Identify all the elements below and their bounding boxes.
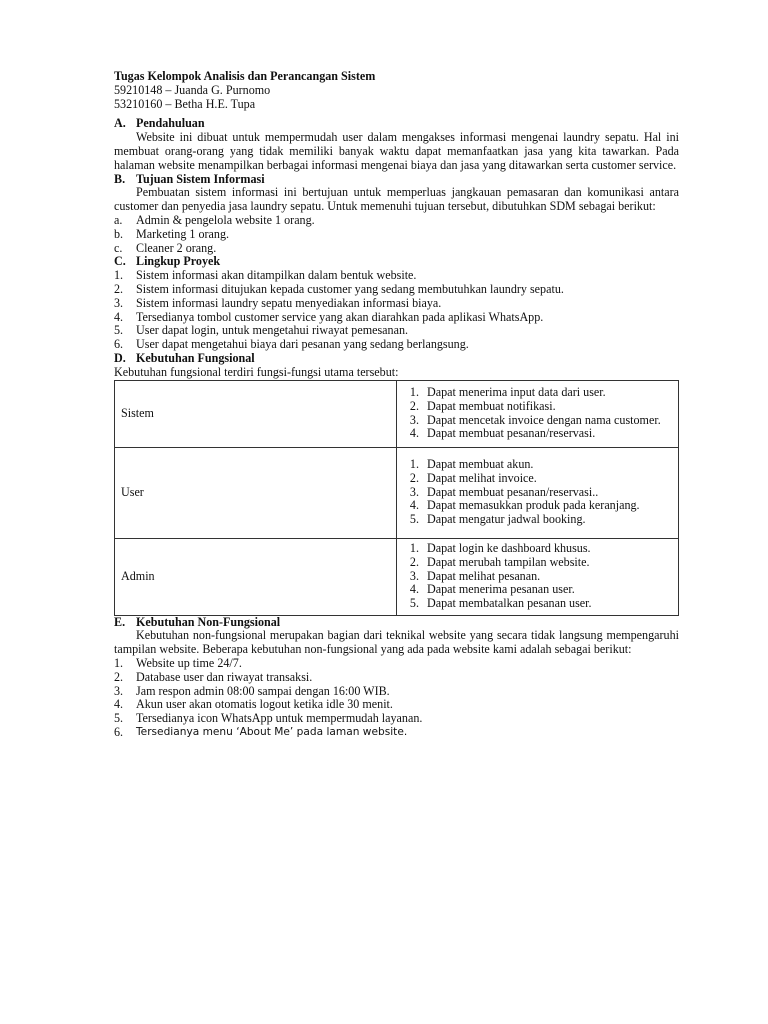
list-marker: 5. xyxy=(409,512,419,527)
section-title: Pendahuluan xyxy=(136,116,205,131)
requirements-cell xyxy=(397,447,679,538)
list-item xyxy=(403,400,670,414)
list-text: Dapat memasukkan produk pada keranjang. xyxy=(427,498,640,513)
list-item xyxy=(114,685,679,699)
list-text: Dapat membuat akun. xyxy=(427,457,534,472)
list-text: Sistem informasi akan ditampilkan dalam bentuk website. xyxy=(136,268,417,283)
document-title: Tugas Kelompok Analisis dan Perancangan Sistem xyxy=(114,69,376,83)
list-marker: 3. xyxy=(409,412,419,427)
section-letter: E. xyxy=(114,614,126,629)
table-row xyxy=(115,447,679,538)
list-marker: 3. xyxy=(114,683,124,698)
list-item xyxy=(114,214,679,228)
list-text: Admin & pengelola website 1 orang. xyxy=(136,212,315,227)
section-title: Kebutuhan Non-Fungsional xyxy=(136,614,281,629)
list-item xyxy=(403,556,670,570)
list-marker: b. xyxy=(114,226,124,241)
list-item xyxy=(114,242,679,256)
list-text: Website up time 24/7. xyxy=(136,655,242,670)
section-title: Kebutuhan Fungsional xyxy=(136,350,255,365)
list-item xyxy=(114,338,679,352)
list-marker: a. xyxy=(114,212,123,227)
list-item xyxy=(403,583,670,597)
list-item xyxy=(403,486,670,500)
list-marker: 5. xyxy=(114,323,124,338)
list-text: Dapat membatalkan pesanan user. xyxy=(427,596,592,611)
list-text: Sistem informasi laundry sepatu menyediakan informasi biaya. xyxy=(136,295,442,310)
list-text: Cleaner 2 orang. xyxy=(136,240,217,255)
list-text: Dapat membuat pesanan/reservasi. xyxy=(427,426,596,441)
section-c-heading xyxy=(114,255,679,269)
list-item xyxy=(403,499,670,513)
section-d-intro: Kebutuhan fungsional terdiri fungsi-fungsi utama tersebut: xyxy=(114,364,399,379)
section-a-paragraph: Website ini dibuat untuk mempermudah user dalam mengakses informasi mengenai laundry sepatu. Hal ini membuat orang-orang yang tidak memiliki banyak waktu dapat memanfaatkan jasa yang kita tawarkan. Pada halaman website menampilkan berbagai informasi mengenai biaya dan jasa yang ditawarkan serta customer service. xyxy=(114,130,679,172)
list-text: Marketing 1 orang. xyxy=(136,226,230,241)
section-c-list xyxy=(114,269,679,352)
actor-cell: Admin xyxy=(115,538,397,615)
list-text: Dapat menerima pesanan user. xyxy=(427,582,575,597)
list-marker: 2. xyxy=(114,281,124,296)
list-marker: 6. xyxy=(114,724,124,739)
list-marker: 2. xyxy=(409,470,419,485)
section-e-list xyxy=(114,657,679,740)
list-item xyxy=(114,228,679,242)
section-a-heading xyxy=(114,117,679,131)
list-marker: 1. xyxy=(409,541,419,556)
list-item xyxy=(114,311,679,325)
section-letter: A. xyxy=(114,116,126,131)
list-text: Dapat login ke dashboard khusus. xyxy=(427,541,591,556)
list-item xyxy=(403,472,670,486)
list-marker: 1. xyxy=(114,655,124,670)
section-letter: B. xyxy=(114,171,126,186)
actor-cell: Sistem xyxy=(115,380,397,447)
list-item xyxy=(114,712,679,726)
table-row xyxy=(115,538,679,615)
list-item xyxy=(114,726,679,740)
list-item xyxy=(403,570,670,584)
list-item xyxy=(114,657,679,671)
list-marker: 4. xyxy=(114,697,124,712)
list-marker: 2. xyxy=(409,554,419,569)
list-text: Sistem informasi ditujukan kepada customer yang sedang membutuhkan laundry sepatu. xyxy=(136,281,564,296)
list-text: Database user dan riwayat transaksi. xyxy=(136,669,313,684)
list-marker: c. xyxy=(114,240,123,255)
list-item xyxy=(114,283,679,297)
section-e-paragraph: Kebutuhan non-fungsional merupakan bagian dari teknikal website yang secara tidak langsung mempengaruhi tampilan website. Beberapa kebutuhan non-fungsional yang ada pada website kami adalah sebagai berikut: xyxy=(114,628,679,657)
member-line-2: 53210160 – Betha H.E. Tupa xyxy=(114,96,256,111)
list-marker: 5. xyxy=(114,711,124,726)
list-marker: 4. xyxy=(409,426,419,441)
list-marker: 3. xyxy=(114,295,124,310)
list-text: Akun user akan otomatis logout ketika idle 30 menit. xyxy=(136,697,393,712)
list-text: Dapat mencetak invoice dengan nama customer. xyxy=(427,412,661,427)
list-marker: 4. xyxy=(409,498,419,513)
list-marker: 2. xyxy=(114,669,124,684)
list-item xyxy=(114,269,679,283)
list-text: Dapat melihat pesanan. xyxy=(427,568,541,583)
list-marker: 2. xyxy=(409,398,419,413)
list-text: Tersedianya menu ‘About Me’ pada laman website. xyxy=(136,725,408,738)
document-page xyxy=(114,70,679,740)
actor-cell: User xyxy=(115,447,397,538)
section-letter: C. xyxy=(114,254,126,269)
section-letter: D. xyxy=(114,350,126,365)
list-item xyxy=(114,698,679,712)
list-item xyxy=(403,542,670,556)
list-text: Tersedianya tombol customer service yang akan diarahkan pada aplikasi WhatsApp. xyxy=(136,309,544,324)
list-text: User dapat login, untuk mengetahui riwayat pemesanan. xyxy=(136,323,409,338)
list-text: Tersedianya icon WhatsApp untuk mempermudah layanan. xyxy=(136,711,423,726)
list-text: Dapat menerima input data dari user. xyxy=(427,384,606,399)
section-title: Tujuan Sistem Informasi xyxy=(136,171,265,186)
list-item xyxy=(114,671,679,685)
list-marker: 5. xyxy=(409,596,419,611)
list-text: User dapat mengetahui biaya dari pesanan yang sedang berlangsung. xyxy=(136,337,469,352)
list-text: Dapat membuat pesanan/reservasi.. xyxy=(427,484,599,499)
list-marker: 3. xyxy=(409,484,419,499)
list-text: Dapat merubah tampilan website. xyxy=(427,554,590,569)
section-b-heading xyxy=(114,173,679,187)
member-line-1: 59210148 – Juanda G. Purnomo xyxy=(114,82,271,97)
list-text: Dapat membuat notifikasi. xyxy=(427,398,556,413)
list-item xyxy=(403,458,670,472)
list-text: Dapat mengatur jadwal booking. xyxy=(427,512,586,527)
list-item xyxy=(403,597,670,611)
list-marker: 4. xyxy=(409,582,419,597)
table-row xyxy=(115,380,679,447)
section-d-heading xyxy=(114,352,679,366)
list-marker: 4. xyxy=(114,309,124,324)
section-b-list xyxy=(114,214,679,255)
list-text: Jam respon admin 08:00 sampai dengan 16:00 WIB. xyxy=(136,683,390,698)
section-b-paragraph: Pembuatan sistem informasi ini bertujuan untuk memperluas jangkauan pemasaran dan komunikasi antara customer dan penyedia jasa laundry sepatu. Untuk memenuhi tujuan tersebut, dibutuhkan SDM sebagai berikut: xyxy=(114,185,679,214)
list-item xyxy=(403,513,670,527)
list-marker: 1. xyxy=(409,384,419,399)
list-item xyxy=(403,427,670,441)
list-item xyxy=(403,414,670,428)
list-item xyxy=(403,386,670,400)
functional-requirements-table xyxy=(114,380,679,616)
requirements-cell xyxy=(397,538,679,615)
list-marker: 6. xyxy=(114,337,124,352)
list-item xyxy=(114,297,679,311)
requirements-cell xyxy=(397,380,679,447)
list-marker: 3. xyxy=(409,568,419,583)
list-marker: 1. xyxy=(409,457,419,472)
section-title: Lingkup Proyek xyxy=(136,254,221,269)
list-marker: 1. xyxy=(114,268,124,283)
list-item xyxy=(114,324,679,338)
list-text: Dapat melihat invoice. xyxy=(427,470,537,485)
section-e-heading xyxy=(114,616,679,630)
